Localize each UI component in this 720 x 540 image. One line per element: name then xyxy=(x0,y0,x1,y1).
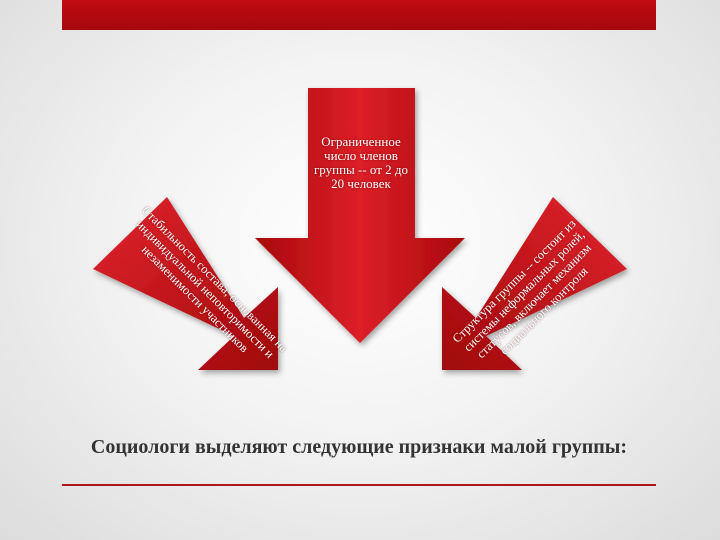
caption-underline xyxy=(62,484,656,486)
arrow-center-text: Ограниченное число членов группы -- от 2 до 20 человек xyxy=(313,134,409,191)
arrow-center xyxy=(255,88,465,343)
slide-caption: Социологи выделяют следующие признаки малой группы: xyxy=(90,436,628,458)
arrow-right-text: Структура группы -- состоит из системы неформальных ролей, статусов, включает механизм социального контроля xyxy=(449,216,595,362)
arrow-left-text: Стабильность состава, основанная на индивидуальной неповторимости и незаменимости участников xyxy=(133,203,291,361)
